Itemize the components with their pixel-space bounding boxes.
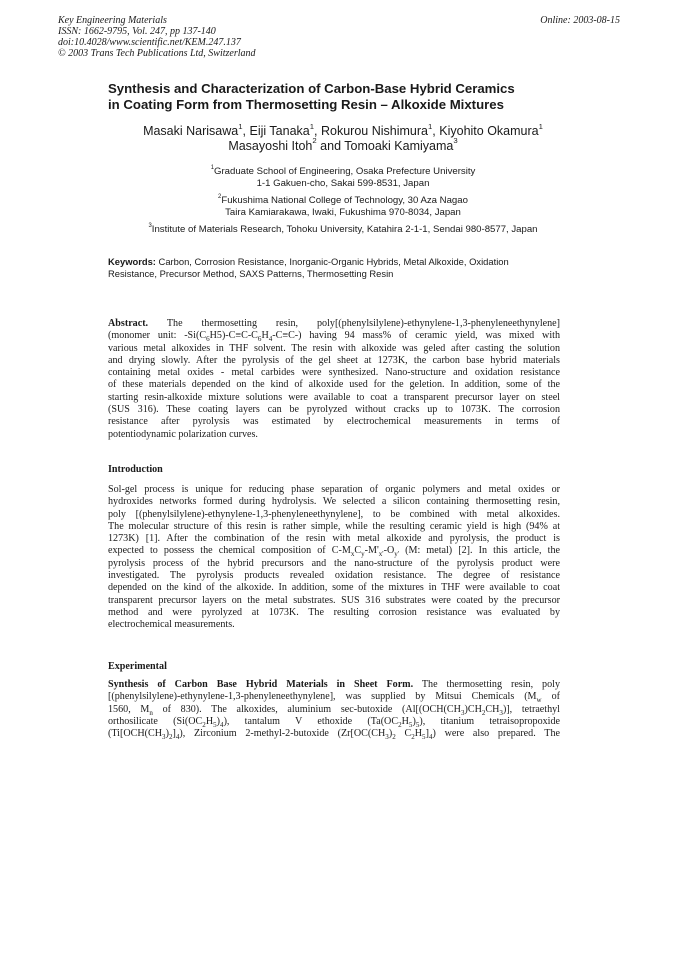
title-line-2: in Coating Form from Thermosetting Resin – Alkoxide Mixtures <box>108 96 504 112</box>
journal-name: Key Engineering Materials <box>58 15 167 26</box>
keywords-label: Keywords: <box>108 256 156 267</box>
affiliation-1: $^1$Graduate School of Engineering, Osaka Prefecture University 1-1 Gakuen-cho, Sakai 599-8531, Japan <box>210 164 476 189</box>
author-name: Kiyohito Okamura <box>439 124 539 138</box>
author-name: Masaki Narisawa <box>143 124 239 138</box>
author-name: Tomoaki Kamiyama <box>344 138 454 153</box>
copyright-line: © 2003 Trans Tech Publications Ltd, Switzerland <box>58 48 256 59</box>
affiliation-mark: 1 <box>309 121 315 131</box>
affiliation-3: $^3$Institute of Materials Research, Tohoku University, Katahira 2-1-1, Sendai 980-8577, Japan <box>148 222 538 235</box>
author-name: Rokurou Nishimura <box>321 124 428 138</box>
author-line-1: Masaki Narisawa$^1$, Eiji Tanaka$^1$, Rokurou Nishimura$^1$, Kiyohito Okamura$^1$ <box>143 121 543 138</box>
journal-header <box>58 15 256 59</box>
author-name: Masayoshi Itoh <box>228 138 313 153</box>
subsection-heading: Synthesis of Carbon Base Hybrid Materials in Sheet Form. <box>108 679 414 690</box>
experimental-text: Synthesis of Carbon Base Hybrid Materials in Sheet Form. The thermosetting resin, poly [(phenylsilylene)-ethynylene-1,3-phenyleneethynylene], was supplied by Mitsui Chemicals ($M_w$ of 1560, $M_n$ of 830). The alkoxides, aluminium sec-butoxide ($Al[(OCH(CH_3)CH_2CH_3)]$, tetraethyl orthosilicate $(Si(OC_2H_5)_4)$, tantalum V ethoxide $(Ta(OC_2H_5)_5)$, titanium tetraisopropoxide $(Ti[OCH(CH_3)_2]_4)$, Zirconium 2-methyl-2-butoxide ($Zr[OC(CH_3)_2$ $C_2H_5]_4$) were also prepared. The <box>108 679 560 741</box>
keywords: Keywords: Carbon, Corrosion Resistance, Inorganic-Organic Hybrids, Metal Alkoxide, Oxidation Resistance, Precursor Method, SAXS Patterns, Thermosetting Resin <box>108 256 509 279</box>
paper-title <box>108 81 578 112</box>
affiliation-mark: 2 <box>312 136 317 146</box>
affiliation-mark: 1 <box>427 121 433 131</box>
affiliation-mark: 1 <box>238 121 243 131</box>
introduction-text: Sol-gel process is unique for reducing phase separation of organic polymers and metal oxides or hydroxides networks formed during hydrolysis. We selected a silicon containing thermosetting resin, poly [(phenylsilylene)-ethynylene-1,3-phenyleneethynylene], to be combined with metal alkoxides. The molecular structure of this resin is rather simple, while the resulting ceramic yield is high (94% at 1273K) [1]. After the combination of the resin with metal alkoxide and pyrolysis, the product is expected to possess the chemical composition of $C-M_xC_y-M'_{x'}-O_{y'}$ (M: metal) [2]. In this article, the pyrolysis process of the hybrid precursors and the nano-structure of the pyrolysis product were investigated. The pyrolysis products revealed oxidation resistance. The degree of resistance depended on the kind of the alkoxide. In addition, some of the mixtures in THF were available to coat transparent precursor layers on the metal substrates. SUS 316 substrates were coated by the precursor method and were pyrolyzed at 1073K. The resulting corrosion resistance was evaluated by electrochemical measurements. <box>108 484 560 631</box>
affiliation-2: $^2$Fukushima National College of Technology, 30 Aza Nagao Taira Kamiarakawa, Iwaki, Fukushima 970-8034, Japan <box>218 193 468 218</box>
title-line-1: Synthesis and Characterization of Carbon-Base Hybrid Ceramics <box>108 81 515 96</box>
abstract-label: Abstract. <box>108 318 149 329</box>
author-list <box>88 121 598 153</box>
section-heading-experimental: Experimental <box>108 661 167 672</box>
issn-line: ISSN: 1662-9795, Vol. 247, pp 137-140 <box>58 26 216 37</box>
author-name: Eiji Tanaka <box>249 124 310 138</box>
author-line-2: Masayoshi Itoh$^2$ and Tomoaki Kamiyama$^3$ <box>228 136 458 153</box>
abstract: Abstract. The thermosetting resin, poly[(phenylsilylene)-ethynylene-1,3-phenyleneethynylene] (monomer unit: $-Si(C_6H5)-C\equiv C-C_6H_4-C\equiv C-$) having 94 mass% of ceramic yield, was mixed with various metal alkoxides in THF solvent. The resin with alkoxide was geled after casting the solution and drying slowly. After the pyrolysis of the gel sheet at 1273K, the carbon base hybrid materials containing metal oxides - metal carbides were synthesized. Nano-structure and oxidation resistance of these materials depended on the kind of alkoxide used for the geletion. In addition, some of the starting resin-alkoxide mixture solutions were available to coat a transparent precursor layer on steel (SUS 316). These coating layers can be pyrolyzed without cracks up to 1073K. The corrosion resistance after pyrolysis was estimated by electrochemical measurements in terms of potentiodynamic polarization curves. <box>108 318 560 440</box>
section-heading-introduction: Introduction <box>108 464 163 475</box>
affiliation-mark: 1 <box>538 121 543 131</box>
online-date: Online: 2003-08-15 <box>540 15 620 26</box>
doi-line[interactable]: doi:10.4028/www.scientific.net/KEM.247.137 <box>58 37 241 48</box>
affiliation-mark: 3 <box>453 136 458 146</box>
